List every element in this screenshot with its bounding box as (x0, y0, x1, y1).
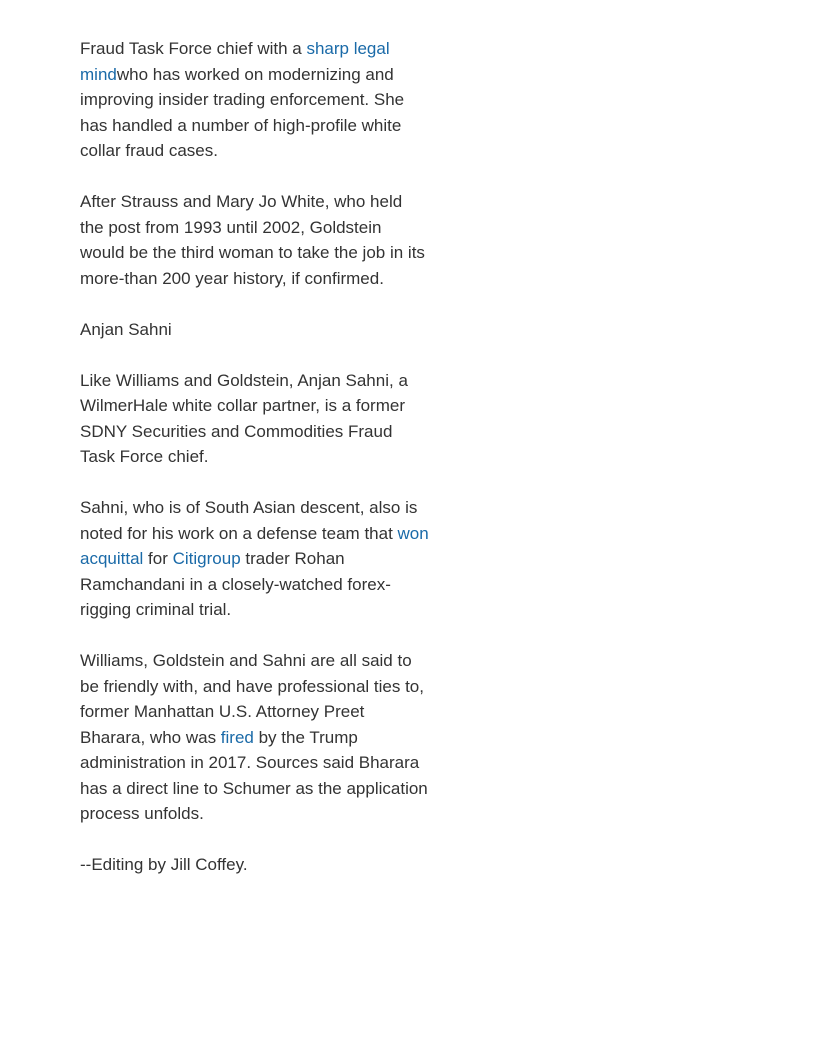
sharp-legal-mind-link[interactable]: sharp legal mind (80, 39, 390, 84)
p5-text-before: Williams, Goldstein and Sahni are all said to be friendly with, and have professional ties to, former Manhattan U.S. Attorney Preet Bharara, who was (80, 651, 424, 747)
p4-text-after: trader Rohan Ramchandani in a closely-watched forex-rigging criminal trial. (80, 549, 391, 619)
citigroup-link[interactable]: Citigroup (172, 549, 241, 568)
won-acquittal-link[interactable]: won acquittal (80, 523, 429, 568)
section-heading: Anjan Sahni (80, 319, 172, 339)
paragraph-2: After Strauss and Mary Jo White, who held the post from 1993 until 2002, Goldstein would be the third woman to take the job in its more-than 200 year history, if confirmed. (80, 192, 425, 288)
article-body (80, 36, 430, 903)
p1-text-after: who has worked on modernizing and improving insider trading enforcement. She has handled a number of high-profile white collar fraud cases. (80, 64, 405, 160)
paragraph-4 (80, 495, 430, 623)
p1-text-before: Fraud Task Force chief with a (80, 39, 307, 58)
paragraph-1 (80, 36, 430, 164)
editing-credit: --Editing by Jill Coffey. (80, 855, 248, 874)
paragraph-3: Like Williams and Goldstein, Anjan Sahni, a WilmerHale white collar partner, is a former SDNY Securities and Commodities Fraud Task Force chief. (80, 370, 408, 466)
p4-text-before: Sahni, who is of South Asian descent, also is noted for his work on a defense team that (80, 498, 418, 543)
paragraph-5 (80, 648, 430, 827)
fired-link[interactable]: fired (220, 727, 254, 747)
p4-text-middle: for (143, 549, 173, 568)
p5-text-after: by the Trump administration in 2017. Sources said Bharara has a direct line to Schumer as the application process unfolds. (80, 727, 428, 823)
